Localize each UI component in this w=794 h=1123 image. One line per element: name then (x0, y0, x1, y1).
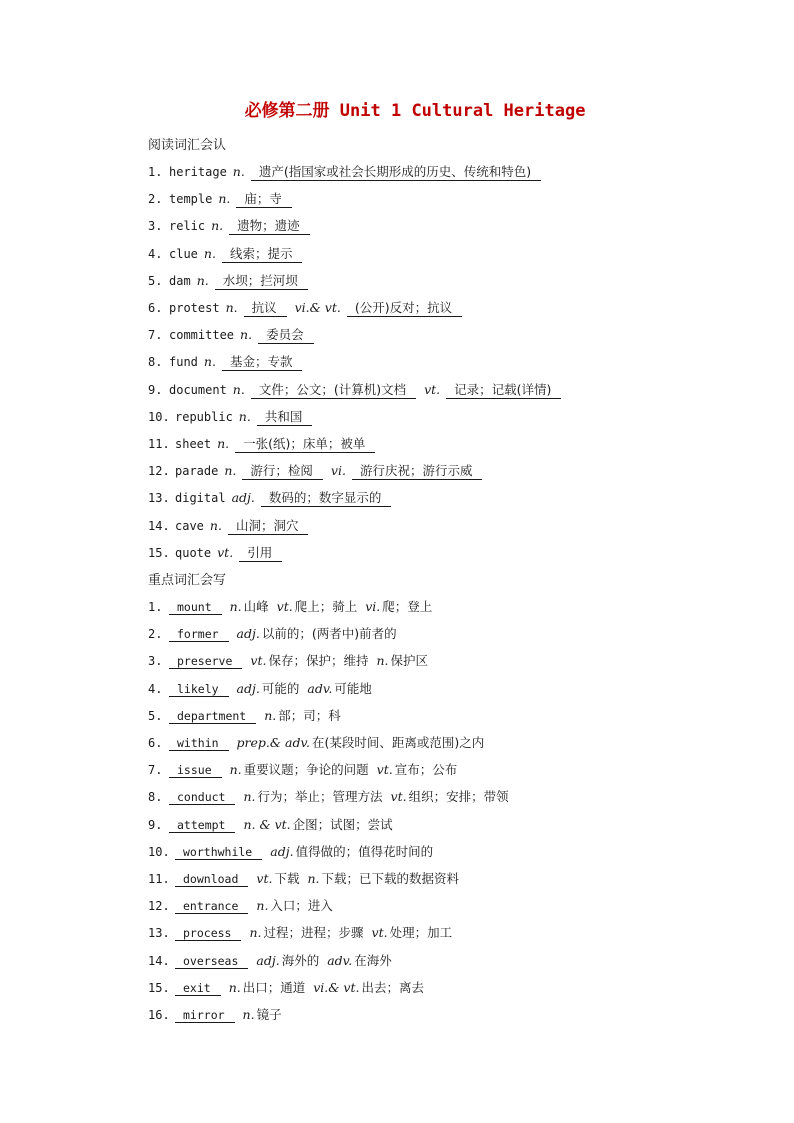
meaning-text: 重要议题；争论的问题 (243, 762, 369, 778)
item-number: 8. (148, 355, 163, 370)
vocab-word: cave (175, 518, 204, 533)
part-of-speech: vt. (217, 544, 234, 560)
reading-item (148, 216, 318, 236)
writing-section-heading: 重点词汇会写 (148, 573, 227, 588)
reading-item (148, 516, 316, 536)
reading-item (148, 298, 470, 318)
word-answer: process (175, 926, 241, 941)
meaning-text: 宣布；公布 (394, 762, 458, 778)
reading-item (148, 189, 300, 209)
reading-item (148, 543, 290, 563)
part-of-speech: vi.& vt. (294, 300, 341, 315)
meaning-text: 出口；通道 (242, 979, 306, 995)
meaning-text: 组织；安排；带领 (408, 789, 509, 805)
vocab-word: document (169, 382, 227, 397)
part-of-speech: n. (224, 463, 237, 479)
meaning-text: 保存；保护；维持 (268, 653, 369, 669)
item-number: 5. (148, 273, 163, 288)
vocab-word: heritage (169, 165, 227, 179)
item-number: 4. (148, 246, 163, 261)
part-of-speech: n. & vt. (243, 816, 291, 832)
writing-item (148, 869, 467, 889)
item-number: 9. (148, 817, 163, 832)
word-answer: attempt (169, 818, 235, 833)
part-of-speech: adv. (307, 680, 333, 696)
word-answer: exit (175, 981, 221, 996)
vocab-word: digital (175, 491, 226, 506)
vocab-word: committee (169, 328, 235, 343)
reading-item (148, 434, 383, 454)
item-number: 10. (148, 844, 170, 859)
vocab-word: relic (169, 219, 206, 234)
meaning-answer: 一张(纸)；床单；被单 (235, 434, 375, 453)
part-of-speech: n. (217, 436, 230, 451)
vocab-word: parade (175, 464, 219, 479)
part-of-speech: n. (228, 979, 241, 995)
item-number: 15. (148, 980, 170, 995)
writing-item (148, 815, 401, 835)
meaning-answer: 委员会 (258, 325, 314, 344)
meaning-text: 镜子 (256, 1007, 282, 1022)
item-number: 10. (148, 409, 170, 424)
page-title: 必修第二册 Unit 1 Cultural Heritage (244, 101, 586, 121)
part-of-speech: n. (307, 871, 320, 886)
vocab-word: clue (169, 246, 198, 261)
reading-item (148, 162, 549, 182)
part-of-speech: n. (232, 381, 245, 397)
item-number: 2. (148, 627, 163, 642)
vocab-word: dam (169, 273, 191, 288)
part-of-speech: adv. (327, 952, 353, 968)
word-answer: download (175, 872, 248, 887)
item-number: 11. (148, 872, 170, 886)
word-answer: preserve (169, 654, 242, 669)
meaning-text: 保护区 (390, 653, 429, 669)
reading-item (148, 352, 310, 372)
part-of-speech: vt. (390, 789, 407, 805)
word-answer: likely (169, 682, 229, 697)
part-of-speech: vi. (330, 463, 346, 479)
meaning-text: 下载 (274, 871, 300, 886)
word-answer: issue (169, 763, 222, 778)
reading-item (148, 271, 316, 291)
meaning-answer: (公开)反对；抗议 (347, 298, 462, 317)
part-of-speech: n. (203, 354, 216, 370)
item-number: 1. (148, 600, 163, 614)
item-number: 9. (148, 382, 163, 397)
meaning-text: 过程；进程；步骤 (263, 925, 364, 941)
item-number: 2. (148, 192, 163, 207)
meaning-answer: 数码的；数字显示的 (261, 488, 392, 507)
writing-item (148, 842, 441, 862)
writing-item (148, 733, 492, 753)
item-number: 11. (148, 437, 170, 451)
meaning-answer: 引用 (239, 543, 282, 562)
meaning-text: 可能的 (261, 680, 300, 696)
vocab-word: sheet (175, 437, 212, 451)
meaning-text: 处理；加工 (389, 925, 453, 941)
writing-item (148, 679, 380, 699)
meaning-text: 下载；已下载的数据资料 (321, 871, 460, 886)
meaning-answer: 线索；提示 (222, 244, 303, 263)
meaning-text: 出去；离去 (361, 979, 424, 995)
meaning-text: 部；司；科 (278, 707, 341, 723)
part-of-speech: adj. (256, 952, 280, 968)
part-of-speech: vt. (250, 653, 267, 669)
vocab-word: fund (169, 355, 198, 370)
meaning-answer: 记录；记载(详情) (446, 380, 561, 399)
word-answer: overseas (175, 954, 248, 969)
meaning-answer: 游行庆祝；游行示威 (352, 461, 483, 480)
item-number: 16. (148, 1008, 170, 1022)
part-of-speech: adj. (236, 626, 260, 642)
meaning-answer: 抗议 (244, 298, 287, 317)
meaning-text: 值得做的；值得花时间的 (295, 843, 434, 859)
part-of-speech: vt. (424, 381, 441, 397)
meaning-answer: 庙；寺 (236, 189, 292, 208)
writing-item (148, 896, 341, 916)
meaning-answer: 游行；检阅 (242, 461, 323, 480)
meaning-text: 企图；试图；尝试 (292, 816, 393, 832)
meaning-answer: 遗物；遗迹 (229, 216, 310, 235)
reading-item (148, 325, 322, 345)
reading-item (148, 407, 320, 427)
item-number: 13. (148, 926, 170, 941)
writing-item (148, 706, 349, 726)
item-number: 7. (148, 763, 163, 778)
item-number: 3. (148, 219, 163, 234)
meaning-text: 以前的；(两者中)前者的 (261, 626, 397, 642)
writing-item (148, 624, 405, 644)
meaning-text: 海外的 (281, 952, 320, 968)
part-of-speech: n. (264, 707, 277, 723)
part-of-speech: prep.& adv. (236, 735, 311, 750)
item-number: 5. (148, 708, 163, 723)
meaning-text: 行为；举止；管理方法 (257, 789, 383, 805)
item-number: 15. (148, 545, 170, 560)
meaning-text: 在海外 (354, 952, 392, 968)
part-of-speech: vi. (365, 599, 381, 614)
meaning-answer: 文件；公文；(计算机)文档 (251, 380, 416, 399)
meaning-text: 山峰 (243, 599, 269, 614)
part-of-speech: n. (240, 327, 253, 343)
part-of-speech: adj. (231, 490, 255, 506)
writing-item (148, 651, 436, 671)
part-of-speech: n. (256, 898, 269, 914)
item-number: 7. (148, 328, 163, 343)
meaning-text: 入口；进入 (270, 898, 333, 914)
reading-item (148, 380, 569, 400)
part-of-speech: n. (225, 300, 238, 315)
writing-item (148, 978, 432, 998)
item-number: 12. (148, 899, 170, 914)
writing-item (148, 787, 517, 807)
writing-item (148, 923, 460, 943)
word-answer: entrance (175, 899, 248, 914)
vocab-word: protest (169, 301, 220, 315)
part-of-speech: n. (243, 789, 256, 805)
part-of-speech: n. (218, 191, 231, 207)
word-answer: mirror (175, 1008, 235, 1023)
part-of-speech: adj. (236, 680, 260, 696)
meaning-text: 爬；登上 (382, 599, 433, 614)
part-of-speech: n. (203, 245, 216, 261)
meaning-answer: 山洞；洞穴 (228, 516, 309, 535)
writing-item (148, 597, 440, 617)
part-of-speech: n. (229, 762, 242, 778)
part-of-speech: n. (211, 218, 224, 234)
part-of-speech: n. (242, 1007, 255, 1022)
vocab-word: republic (175, 409, 233, 424)
part-of-speech: vt. (371, 925, 388, 941)
word-answer: worthwhile (175, 845, 262, 860)
vocab-word: temple (169, 192, 213, 207)
part-of-speech: vi.& vt. (313, 979, 360, 995)
part-of-speech: vt. (276, 599, 293, 614)
meaning-text: 爬上；骑上 (294, 599, 358, 614)
meaning-answer: 基金；专款 (222, 352, 303, 371)
word-answer: within (169, 736, 229, 751)
meaning-answer: 遗产(指国家或社会长期形成的历史、传统和特色) (251, 162, 541, 181)
word-answer: department (169, 709, 256, 724)
item-number: 6. (148, 736, 163, 750)
item-number: 13. (148, 491, 170, 506)
reading-item (148, 488, 399, 508)
part-of-speech: n. (232, 164, 245, 179)
writing-item (148, 951, 400, 971)
item-number: 3. (148, 654, 163, 669)
part-of-speech: n. (376, 653, 389, 669)
meaning-answer: 共和国 (257, 407, 313, 426)
part-of-speech: vt. (256, 871, 273, 886)
item-number: 14. (148, 953, 170, 968)
item-number: 14. (148, 518, 170, 533)
reading-item (148, 244, 310, 264)
item-number: 12. (148, 464, 170, 479)
part-of-speech: vt. (376, 762, 393, 778)
meaning-text: 可能地 (334, 680, 372, 696)
word-answer: conduct (169, 790, 235, 805)
writing-item (148, 760, 465, 780)
part-of-speech: n. (238, 408, 251, 424)
item-number: 4. (148, 681, 163, 696)
item-number: 6. (148, 301, 163, 315)
reading-section-heading: 阅读词汇会认 (148, 138, 227, 153)
item-number: 1. (148, 165, 163, 179)
part-of-speech: n. (229, 599, 242, 614)
item-number: 8. (148, 790, 163, 805)
meaning-text: 在(某段时间、距离或范围)之内 (312, 735, 485, 750)
writing-item (148, 1005, 290, 1025)
part-of-speech: n. (209, 517, 222, 533)
word-answer: mount (169, 600, 222, 615)
part-of-speech: adj. (270, 843, 294, 859)
vocab-word: quote (175, 545, 212, 560)
part-of-speech: n. (249, 925, 262, 941)
word-answer: former (169, 627, 229, 642)
reading-item (148, 461, 490, 481)
meaning-answer: 水坝；拦河坝 (215, 271, 308, 290)
part-of-speech: n. (196, 272, 209, 288)
